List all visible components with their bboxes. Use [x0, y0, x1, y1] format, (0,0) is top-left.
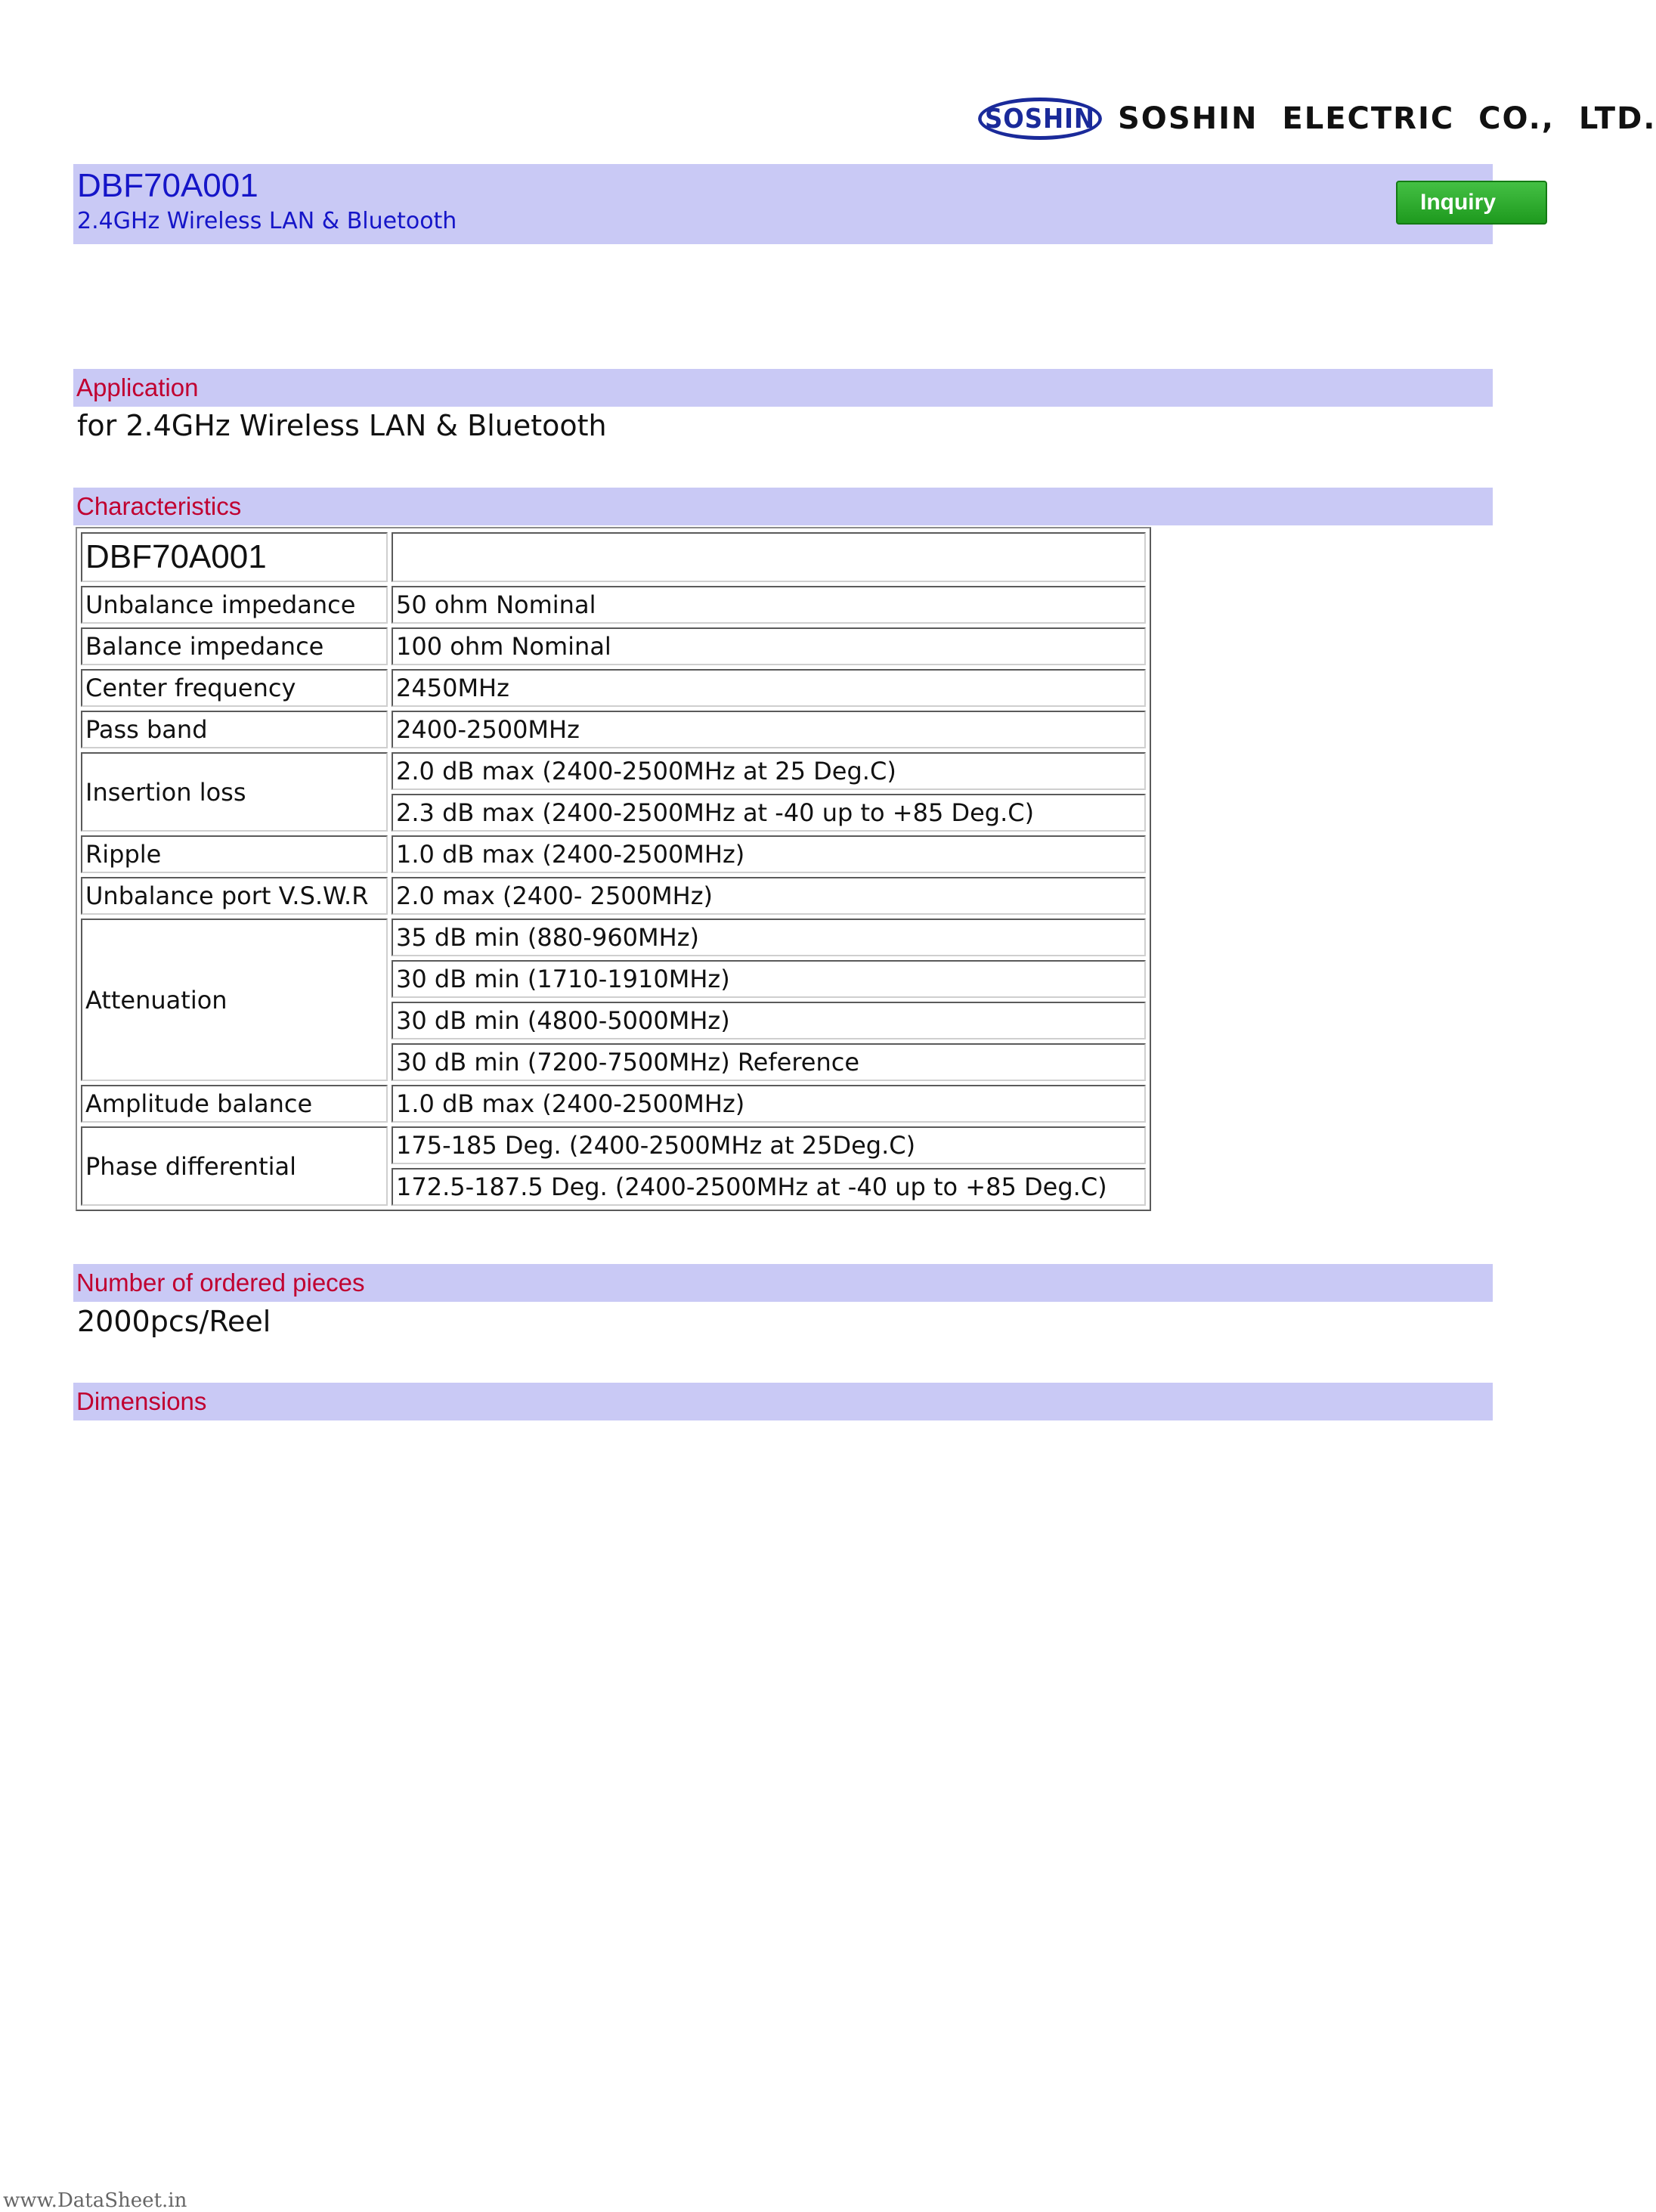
spec-value-cell: 50 ohm Nominal [392, 586, 1146, 624]
table-title-empty-cell [392, 532, 1146, 582]
table-row [81, 586, 1146, 624]
spec-value-cell: 100 ohm Nominal [392, 627, 1146, 665]
spec-label-cell: Phase differential [81, 1126, 388, 1206]
application-heading: Application [76, 373, 199, 401]
table-title-cell: DBF70A001 [81, 532, 388, 582]
spec-label-cell: Attenuation [81, 919, 388, 1081]
spec-value-cell: 2.0 dB max (2400-2500MHz at 25 Deg.C) [392, 752, 1146, 790]
spec-value-cell: 2.3 dB max (2400-2500MHz at -40 up to +85 Deg.C) [392, 794, 1146, 832]
footer-url: www.DataSheet.in [3, 2189, 187, 2212]
spec-label-cell: Unbalance port V.S.W.R [81, 877, 388, 915]
table-header-row [81, 532, 1146, 582]
table-row [81, 669, 1146, 707]
inquiry-button[interactable]: Inquiry [1396, 181, 1547, 225]
logo-badge: SOSHIN [978, 98, 1102, 140]
characteristics-heading-band [73, 488, 1493, 525]
table-row [81, 627, 1146, 665]
ordered-heading-band [73, 1264, 1493, 1302]
spec-value-cell: 30 dB min (1710-1910MHz) [392, 960, 1146, 998]
table-row [81, 1085, 1146, 1123]
table-row [81, 1126, 1146, 1164]
spec-value-cell: 1.0 dB max (2400-2500MHz) [392, 835, 1146, 873]
table-row [81, 877, 1146, 915]
spec-value-cell: 2450MHz [392, 669, 1146, 707]
spec-value-cell: 30 dB min (7200-7500MHz) Reference [392, 1043, 1146, 1081]
spec-label-cell: Amplitude balance [81, 1085, 388, 1123]
spec-label-cell: Center frequency [81, 669, 388, 707]
spec-label-cell: Balance impedance [81, 627, 388, 665]
product-subtitle: 2.4GHz Wireless LAN & Bluetooth [77, 208, 457, 234]
spec-value-cell: 35 dB min (880-960MHz) [392, 919, 1146, 956]
spec-value-cell: 172.5-187.5 Deg. (2400-2500MHz at -40 up to +85 Deg.C) [392, 1168, 1146, 1206]
dimensions-heading: Dimensions [76, 1387, 207, 1415]
characteristics-heading: Characteristics [76, 492, 242, 520]
application-heading-band [73, 369, 1493, 407]
company-name: SOSHIN ELECTRIC CO., LTD. [1118, 101, 1656, 136]
product-header [73, 164, 1497, 244]
table-row [81, 835, 1146, 873]
ordered-text: 2000pcs/Reel [77, 1305, 271, 1338]
characteristics-table-wrap [76, 527, 1151, 1211]
spec-label-cell: Ripple [81, 835, 388, 873]
company-logo [971, 83, 1656, 159]
spec-value-cell: 175-185 Deg. (2400-2500MHz at 25Deg.C) [392, 1126, 1146, 1164]
spec-label-cell: Unbalance impedance [81, 586, 388, 624]
product-title: DBF70A001 [77, 167, 258, 204]
table-row [81, 919, 1146, 956]
ordered-heading: Number of ordered pieces [76, 1269, 365, 1297]
spec-label-cell: Pass band [81, 711, 388, 748]
application-text: for 2.4GHz Wireless LAN & Bluetooth [77, 409, 607, 442]
dimensions-heading-band [73, 1383, 1493, 1420]
spec-value-cell: 2400-2500MHz [392, 711, 1146, 748]
spec-value-cell: 30 dB min (4800-5000MHz) [392, 1002, 1146, 1039]
characteristics-table [76, 527, 1151, 1211]
table-row [81, 711, 1146, 748]
table-row [81, 752, 1146, 790]
spec-value-cell: 2.0 max (2400- 2500MHz) [392, 877, 1146, 915]
spec-label-cell: Insertion loss [81, 752, 388, 832]
spec-value-cell: 1.0 dB max (2400-2500MHz) [392, 1085, 1146, 1123]
